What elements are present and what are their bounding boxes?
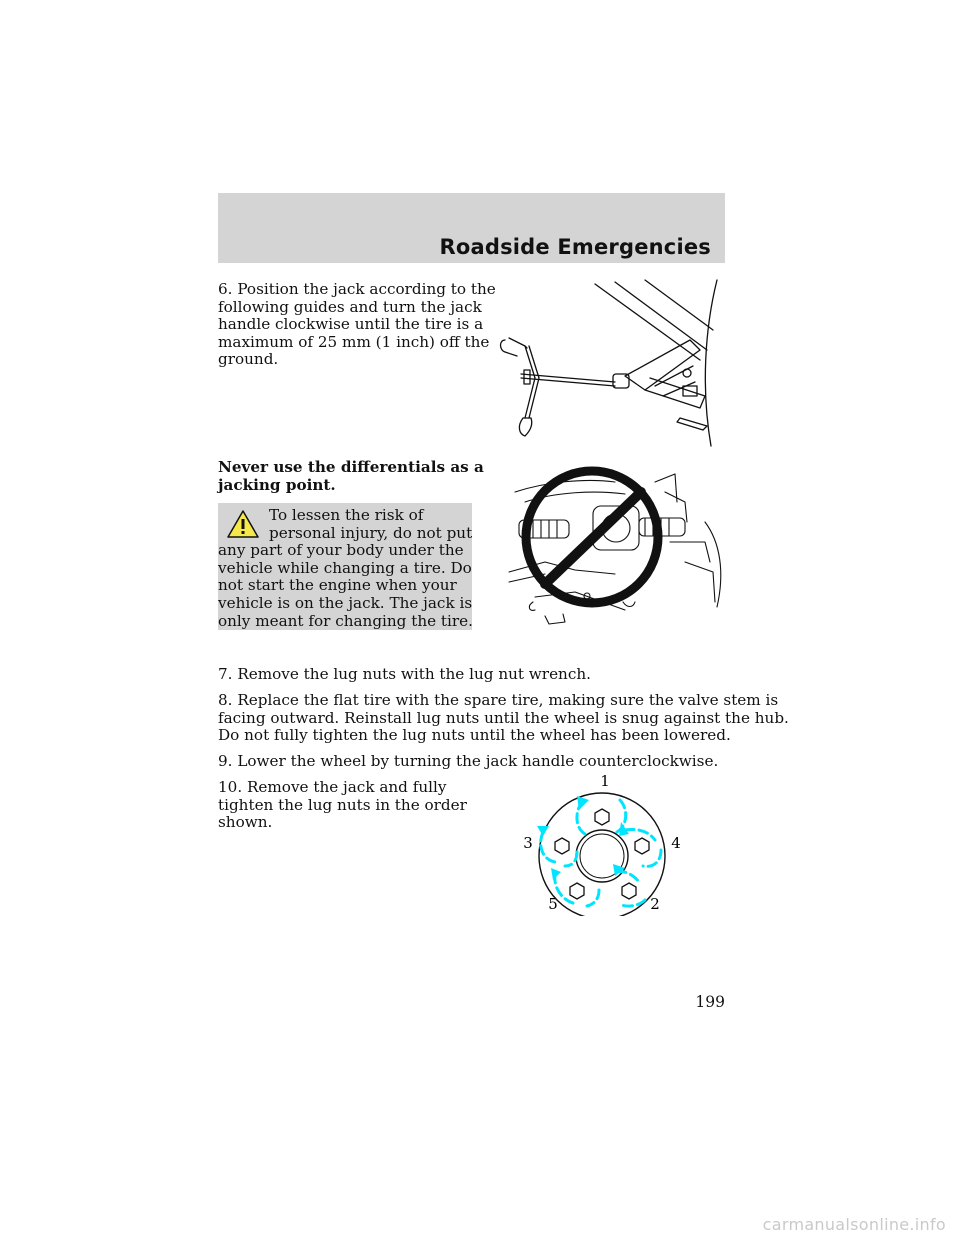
step-7-text: 7. Remove the lug nuts with the lug nut wrench. — [218, 665, 591, 683]
warning-triangle-icon — [226, 509, 260, 539]
arrow-head-1 — [577, 796, 589, 810]
step-9-text: 9. Lower the wheel by turning the jack handle counterclockwise. — [218, 752, 719, 770]
lug-label-4: 4 — [671, 834, 681, 852]
lug-nut-4 — [635, 838, 649, 854]
warning-line: any part of your body under the — [218, 541, 464, 560]
warning-line: vehicle while changing a tire. Do — [218, 558, 472, 577]
wheel-outline — [539, 793, 665, 916]
step-8-text: 8. Replace the flat tire with the spare tire, making sure the valve stem is facing outward. Reinstall lug nuts until the wheel is snug against the hub. Do not fully tighten the lug nuts until the wheel has been lowered. — [218, 691, 789, 745]
warning-line: only meant for changing the tire. — [218, 611, 473, 630]
lug-label-5: 5 — [548, 895, 558, 913]
footer-site-watermark: carmanualsonline.info — [762, 1215, 946, 1234]
lug-nut-order-diagram — [515, 766, 690, 916]
lug-nut-2 — [622, 883, 636, 899]
warning-line: not start the engine when your — [218, 576, 457, 595]
wheel-hub — [576, 830, 628, 882]
page-number: 199 — [695, 993, 725, 1011]
step-6-text: 6. Position the jack according to the following guides and turn the jack handle clockwise until the tire is a maximum of 25 mm (1 inch) off the ground. — [218, 280, 496, 369]
jack-illustration — [495, 278, 730, 450]
section-title: Roadside Emergencies — [439, 235, 711, 259]
differential-prohibited-illustration — [505, 462, 735, 632]
step-10-text: 10. Remove the jack and fully tighten the lug nuts in the order shown. — [218, 778, 467, 832]
warning-line: vehicle is on the jack. The jack is — [218, 594, 473, 612]
arrow-head-3 — [537, 826, 549, 836]
warning-box — [218, 503, 472, 630]
warning-line: To lessen the risk of — [269, 506, 424, 524]
warning-line: personal injury, do not put — [269, 523, 473, 542]
lug-nut-5 — [570, 883, 584, 899]
lug-label-3: 3 — [523, 834, 533, 852]
lug-label-2: 2 — [650, 895, 660, 913]
lug-nut-1 — [595, 809, 609, 825]
lug-label-1: 1 — [600, 772, 610, 790]
differential-notice: Never use the differentials as a jacking point. — [218, 458, 484, 494]
lug-nut-3 — [555, 838, 569, 854]
section-header — [218, 193, 725, 263]
